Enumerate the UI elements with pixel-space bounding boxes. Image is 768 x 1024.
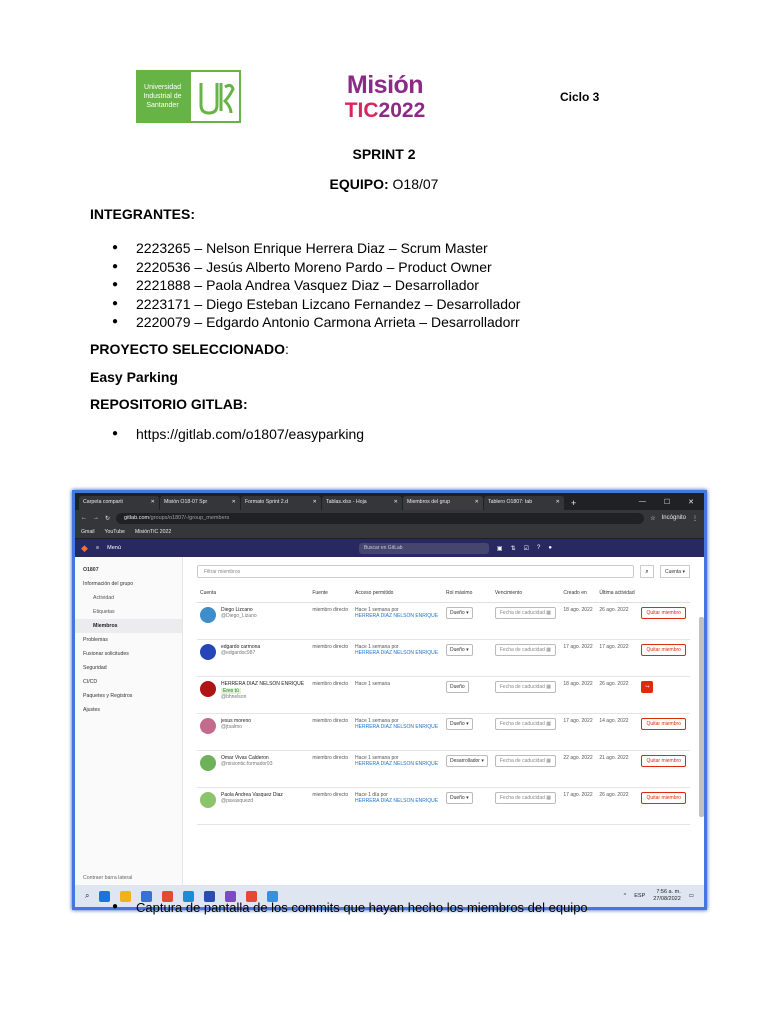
expiry-cell xyxy=(492,677,561,714)
member-username: @edgardoc987 xyxy=(221,650,256,656)
sprint-title: SPRINT 2 xyxy=(352,146,416,162)
access-granted-by[interactable]: HERRERA DIAZ NELSON ENRIQUE xyxy=(355,724,439,730)
windows-start-icon[interactable]: ⌕ xyxy=(85,891,90,900)
bookmarks-bar xyxy=(75,526,704,539)
avatar[interactable] xyxy=(200,644,216,660)
column-header: Rol máximo xyxy=(443,584,492,603)
members-table xyxy=(197,584,690,825)
clock[interactable] xyxy=(653,889,681,903)
account-info xyxy=(221,607,257,623)
role-value: Desarrollador xyxy=(449,758,480,764)
sidebar-item[interactable]: Información del grupo xyxy=(83,581,134,587)
expiry-date-input[interactable]: Fecha de caducidad ▦ xyxy=(495,644,556,656)
action-cell xyxy=(638,714,690,751)
bookmark-item[interactable]: Gmail xyxy=(81,529,95,535)
collapse-sidebar-button[interactable]: Contraer barra lateral xyxy=(83,875,133,881)
remove-member-button[interactable]: Quitar miembro xyxy=(641,644,685,656)
created-cell: 18 ago. 2022 xyxy=(560,677,596,714)
back-icon[interactable]: ← xyxy=(81,515,87,521)
expiry-date-input[interactable]: Fecha de caducidad ▦ xyxy=(495,792,556,804)
last-activity-cell: 14 ago. 2022 xyxy=(596,714,638,751)
sidebar-item[interactable]: CI/CD xyxy=(83,679,98,685)
browser-tab[interactable] xyxy=(160,496,240,510)
repo-url[interactable]: ● https://gitlab.com/o1807/easyparking xyxy=(112,426,364,442)
screenshot-caption: ● Captura de pantalla de los commits que hayan hecho los miembros del equipo xyxy=(112,900,588,915)
member-item: ● 2223265 – Nelson Enrique Herrera Diaz – Scrum Master xyxy=(112,239,520,258)
close-tab-icon[interactable]: ✕ xyxy=(150,499,155,505)
browser-tab-label: Misión O18-07 Spr xyxy=(164,499,208,505)
table-row xyxy=(197,714,690,751)
proyecto-title: PROYECTO SELECCIONADO xyxy=(90,341,285,357)
avatar[interactable] xyxy=(200,755,216,771)
expiry-date-input[interactable]: Fecha de caducidad ▦ xyxy=(495,607,556,619)
member-name[interactable]: Paola Andrea Vasquez Diaz xyxy=(221,792,283,798)
member-name[interactable]: Omar Vivas Calderon xyxy=(221,755,269,761)
gitlab-screenshot xyxy=(72,490,707,910)
url-field[interactable] xyxy=(116,513,644,524)
members-panel xyxy=(183,557,704,885)
access-granted: Hace 1 semana xyxy=(355,681,391,687)
expiry-cell xyxy=(492,640,561,677)
members-list xyxy=(112,239,520,332)
you-badge: Eres tú xyxy=(223,688,239,694)
member-username: @bhnelson xyxy=(221,694,247,700)
last-activity-cell: 26 ago. 2022 xyxy=(596,788,638,825)
role-dropdown[interactable]: Dueño ▾ xyxy=(446,792,473,804)
mision-logo-tic: TIC xyxy=(344,99,379,122)
action-cell xyxy=(638,677,690,714)
role-value: Dueño xyxy=(449,684,465,690)
action-cell xyxy=(638,640,690,677)
source-cell: miembro directo xyxy=(309,788,352,825)
close-tab-icon[interactable]: ✕ xyxy=(474,499,479,505)
chevron-up-icon[interactable]: ^ xyxy=(623,893,627,899)
close-tab-icon[interactable]: ✕ xyxy=(312,499,317,505)
account-info xyxy=(221,644,260,660)
gitlab-body xyxy=(75,557,704,885)
bookmark-item[interactable]: YouTube xyxy=(104,529,125,535)
source-cell: miembro directo xyxy=(309,677,352,714)
table-row xyxy=(197,640,690,677)
created-cell: 17 ago. 2022 xyxy=(560,714,596,751)
account xyxy=(200,607,306,623)
taskbar-app-icon[interactable] xyxy=(99,891,110,902)
expiry-date-input[interactable]: Fecha de caducidad ▦ xyxy=(495,681,556,693)
account-info xyxy=(221,755,272,771)
expiry-date-input[interactable]: Fecha de caducidad ▦ xyxy=(495,718,556,730)
new-tab-button[interactable]: + xyxy=(571,498,577,508)
account-cell xyxy=(197,788,309,825)
source-cell: miembro directo xyxy=(309,751,352,788)
role-value: Dueño xyxy=(449,795,465,801)
browser-tab[interactable] xyxy=(403,496,483,510)
access-granted-by[interactable]: HERRERA DIAZ NELSON ENRIQUE xyxy=(355,650,439,656)
expiry-cell xyxy=(492,714,561,751)
clock-time: 7:56 a. m. xyxy=(656,889,681,895)
issues-icon[interactable]: ▣ xyxy=(496,545,503,552)
group-name[interactable]: O1807 xyxy=(83,567,99,573)
filter-bar xyxy=(197,565,690,578)
expiry-placeholder: Fecha de caducidad xyxy=(499,721,545,727)
role-dropdown[interactable] xyxy=(446,681,469,693)
role-cell xyxy=(443,714,492,751)
role-dropdown[interactable]: Desarrollador ▾ xyxy=(446,755,488,767)
access-granted: Hace 1 día por xyxy=(355,792,388,798)
member-username: @misiontic.formador93 xyxy=(221,761,273,767)
mision-logo-top: Misión xyxy=(346,71,424,99)
account-info xyxy=(221,718,251,734)
role-dropdown[interactable]: Dueño ▾ xyxy=(446,718,473,730)
equipo-label: EQUIPO: xyxy=(329,176,389,192)
member-name[interactable]: jesus moreno xyxy=(221,718,252,724)
sidebar-item[interactable]: Seguridad xyxy=(83,665,107,671)
access-granted: Hace 1 semana por xyxy=(355,718,399,724)
avatar[interactable] xyxy=(200,792,216,808)
expiry-placeholder: Fecha de caducidad xyxy=(499,758,545,764)
table-row xyxy=(197,603,690,640)
browser-tab-bar xyxy=(75,493,704,510)
table-header xyxy=(197,584,690,603)
last-activity-cell: 17 ago. 2022 xyxy=(596,640,638,677)
column-header-actions xyxy=(638,584,690,603)
avatar[interactable] xyxy=(200,718,216,734)
proyecto-name: Easy Parking xyxy=(90,369,178,385)
role-cell xyxy=(443,751,492,788)
access-cell xyxy=(352,603,443,640)
avatar[interactable] xyxy=(200,607,216,623)
remove-member-button[interactable]: Quitar miembro xyxy=(641,792,685,804)
uis-monogram-icon xyxy=(189,70,241,123)
source-cell: miembro directo xyxy=(309,640,352,677)
column-header: Acceso permitido xyxy=(352,584,443,603)
column-header: Creado en xyxy=(560,584,596,603)
source-cell: miembro directo xyxy=(309,714,352,751)
column-header: Fuente xyxy=(309,584,352,603)
role-value: Dueño xyxy=(449,721,465,727)
access-cell xyxy=(352,677,443,714)
expiry-placeholder: Fecha de caducidad xyxy=(499,795,545,801)
gitlab-logo-icon[interactable]: ◆ xyxy=(81,542,88,553)
repo-title: REPOSITORIO GITLAB: xyxy=(90,396,248,412)
role-cell xyxy=(443,677,492,714)
filter-members-input[interactable]: Filtrar miembros xyxy=(197,565,634,578)
close-tab-icon[interactable]: ✕ xyxy=(231,499,236,505)
expiry-cell xyxy=(492,603,561,640)
role-dropdown[interactable]: Dueño ▾ xyxy=(446,607,473,619)
column-header: Vencimiento xyxy=(492,584,561,603)
system-tray xyxy=(624,889,694,903)
account-cell xyxy=(197,677,309,714)
browser-tab-label: Formato Sprint 2.d xyxy=(245,499,288,505)
table-row xyxy=(197,677,690,714)
account xyxy=(200,792,306,808)
account-cell xyxy=(197,640,309,677)
created-cell: 17 ago. 2022 xyxy=(560,788,596,825)
action-cell xyxy=(638,751,690,788)
expiry-cell xyxy=(492,788,561,825)
account-cell xyxy=(197,714,309,751)
account-cell xyxy=(197,751,309,788)
role-value: Dueño xyxy=(449,647,465,653)
minimize-icon[interactable]: — xyxy=(638,498,646,505)
mision-logo-bottom xyxy=(330,99,440,123)
account xyxy=(200,681,306,700)
member-name[interactable]: HERRERA DIAZ NELSON ENRIQUE xyxy=(221,681,305,687)
address-bar xyxy=(75,510,704,526)
member-username: @Diego_Lizano xyxy=(221,613,257,619)
created-cell: 17 ago. 2022 xyxy=(560,640,596,677)
window-controls xyxy=(629,498,704,510)
action-cell xyxy=(638,603,690,640)
expiry-placeholder: Fecha de caducidad xyxy=(499,684,545,690)
column-header: Última actividad xyxy=(596,584,638,603)
avatar[interactable] xyxy=(200,681,216,697)
access-granted: Hace 1 semana por xyxy=(355,607,399,613)
expiry-placeholder: Fecha de caducidad xyxy=(499,647,545,653)
access-granted: Hace 1 semana por xyxy=(355,644,399,650)
role-cell xyxy=(443,788,492,825)
notifications-icon[interactable]: ▭ xyxy=(688,893,694,899)
user-avatar-icon[interactable]: ● xyxy=(548,544,552,551)
close-icon[interactable]: ✕ xyxy=(688,499,694,506)
language-label[interactable]: ESP xyxy=(634,893,646,899)
scrollbar[interactable] xyxy=(699,617,704,817)
gitlab-sidebar xyxy=(75,557,183,885)
remove-member-button[interactable]: Quitar miembro xyxy=(641,755,685,767)
forward-icon[interactable]: → xyxy=(93,515,99,521)
role-cell xyxy=(443,603,492,640)
action-cell xyxy=(638,788,690,825)
table-body xyxy=(197,603,690,825)
gitlab-nav-icons xyxy=(497,545,552,552)
integrantes-title: INTEGRANTES: xyxy=(90,206,195,222)
access-cell xyxy=(352,788,443,825)
bookmark-item[interactable]: MisiónTIC 2022 xyxy=(134,529,172,535)
role-dropdown[interactable]: Dueño ▾ xyxy=(446,644,473,656)
close-tab-icon[interactable]: ✕ xyxy=(393,499,398,505)
account-cell xyxy=(197,603,309,640)
sort-dropdown[interactable]: Cuenta ▾ xyxy=(660,565,690,578)
access-granted-by[interactable]: HERRERA DIAZ NELSON ENRIQUE xyxy=(355,613,439,619)
sidebar-item[interactable]: Paquetes y Registros xyxy=(83,693,133,699)
table-row xyxy=(197,751,690,788)
todo-icon[interactable]: ☑ xyxy=(523,545,529,552)
access-granted: Hace 1 semana por xyxy=(355,755,399,761)
url-host: gitlab.com xyxy=(124,514,150,521)
mision-tic-logo xyxy=(330,72,440,128)
merge-requests-icon[interactable]: ⇅ xyxy=(510,545,516,552)
gitlab-navbar xyxy=(75,539,704,557)
star-icon[interactable]: ☆ xyxy=(650,515,656,522)
sidebar-item[interactable]: Fusionar solicitudes xyxy=(83,651,129,657)
sidebar-item[interactable]: Actividad xyxy=(93,595,115,601)
browser-tab[interactable] xyxy=(79,496,159,510)
browser-tab-label: Tablas.xlsx - Hoja xyxy=(326,499,367,505)
uis-logo xyxy=(136,70,241,123)
sidebar-item[interactable]: Problemas xyxy=(83,637,108,643)
menu-label[interactable]: Menú xyxy=(107,545,121,551)
browser-tab-label: Carpeta comparti xyxy=(83,499,123,505)
access-cell xyxy=(352,751,443,788)
browser-tab[interactable] xyxy=(322,496,402,510)
created-cell: 22 ago. 2022 xyxy=(560,751,596,788)
access-granted-by[interactable]: HERRERA DIAZ NELSON ENRIQUE xyxy=(355,761,439,767)
last-activity-cell: 21 ago. 2022 xyxy=(596,751,638,788)
gitlab-search-input[interactable]: Buscar en GitLab xyxy=(359,543,489,554)
account xyxy=(200,644,306,660)
leave-group-icon[interactable]: ↪ xyxy=(641,681,653,693)
table-row xyxy=(197,788,690,825)
role-value: Dueño xyxy=(449,610,465,616)
member-item: ● 2220536 – Jesús Alberto Moreno Pardo – Product Owner xyxy=(112,258,520,277)
member-item: ● 2223171 – Diego Esteban Lizcano Fernandez – Desarrollador xyxy=(112,295,520,314)
access-cell xyxy=(352,714,443,751)
maximize-icon[interactable]: ☐ xyxy=(663,499,671,506)
member-item: ● 2221888 – Paola Andrea Vasquez Diaz – Desarrollador xyxy=(112,276,520,295)
equipo-line xyxy=(0,176,768,192)
remove-member-button[interactable]: Quitar miembro xyxy=(641,607,685,619)
sidebar-item[interactable]: Miembros xyxy=(75,619,182,633)
browser-tab[interactable] xyxy=(241,496,321,510)
proyecto-colon: : xyxy=(285,341,289,357)
uis-logo-text: Universidad Industrial de Santander xyxy=(136,70,189,123)
account xyxy=(200,755,306,771)
sidebar-item[interactable]: Ajustes xyxy=(83,707,101,713)
reload-icon[interactable]: ↻ xyxy=(105,515,111,522)
browser-tab-label: Miembros del grup xyxy=(407,499,450,505)
proyecto-line xyxy=(90,341,289,357)
member-name[interactable]: edgardo carmona xyxy=(221,644,261,650)
search-icon[interactable]: ⌕ xyxy=(640,565,654,578)
equipo-value: O18/07 xyxy=(388,176,439,192)
more-icon[interactable]: ⋮ xyxy=(692,515,698,522)
url-path: /groups/o1807/-/group_members xyxy=(149,514,230,521)
last-activity-cell: 26 ago. 2022 xyxy=(596,677,638,714)
help-icon[interactable]: ? xyxy=(537,544,541,551)
member-name[interactable]: Diego Lizcano xyxy=(221,607,253,613)
clock-date: 27/08/2022 xyxy=(653,896,681,902)
expiry-date-input[interactable]: Fecha de caducidad ▦ xyxy=(495,755,556,767)
remove-member-button[interactable]: Quitar miembro xyxy=(641,718,685,730)
close-tab-icon[interactable]: ✕ xyxy=(555,499,560,505)
member-item: ● 2220079 – Edgardo Antonio Carmona Arrieta – Desarrolladorr xyxy=(112,313,520,332)
access-cell xyxy=(352,640,443,677)
source-cell: miembro directo xyxy=(309,603,352,640)
sidebar-item[interactable]: Etiquetas xyxy=(93,609,115,615)
account-info xyxy=(221,792,283,808)
mision-logo-year: 2022 xyxy=(378,99,426,122)
created-cell: 18 ago. 2022 xyxy=(560,603,596,640)
account xyxy=(200,718,306,734)
browser-tab-label: Tablero O1807: tab xyxy=(488,499,533,505)
member-username: @pavasquezd xyxy=(221,798,254,804)
account-info xyxy=(221,681,304,700)
expiry-cell xyxy=(492,751,561,788)
ciclo-label: Ciclo 3 xyxy=(560,90,600,104)
column-header: Cuenta xyxy=(197,584,309,603)
member-username: @jtsalmo xyxy=(221,724,242,730)
incognito-label: Incógnito xyxy=(661,515,686,521)
menu-icon[interactable]: ≡ xyxy=(95,545,100,551)
last-activity-cell: 26 ago. 2022 xyxy=(596,603,638,640)
sort-label: Cuenta xyxy=(664,569,682,575)
browser-tab[interactable] xyxy=(484,496,564,510)
expiry-placeholder: Fecha de caducidad xyxy=(499,610,545,616)
access-granted-by[interactable]: HERRERA DIAZ NELSON ENRIQUE xyxy=(355,798,439,804)
role-cell xyxy=(443,640,492,677)
